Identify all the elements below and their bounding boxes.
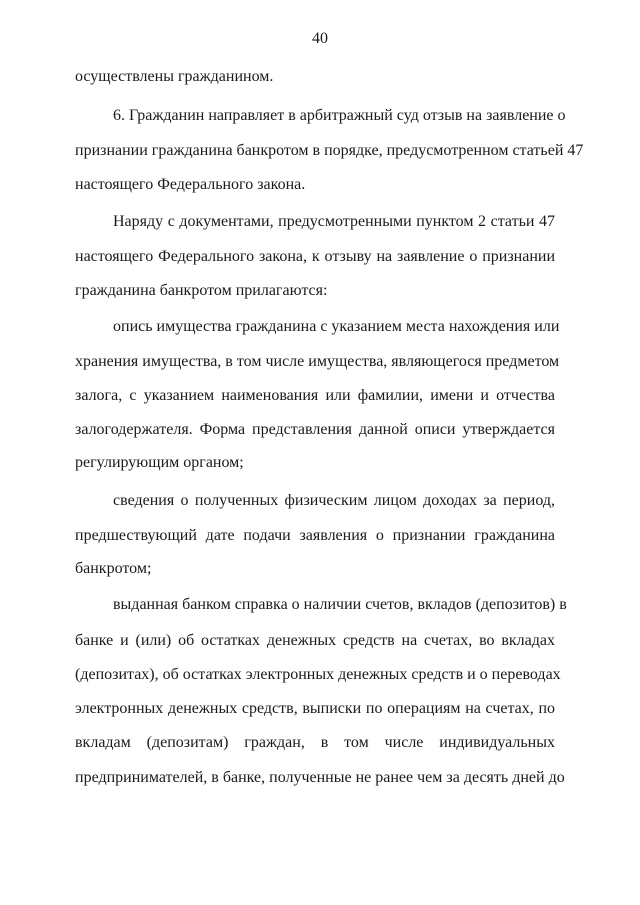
text-line: настоящего Федерального закона, к отзыву на заявление о признании (75, 248, 555, 265)
text-line: банкротом; (75, 560, 152, 577)
text-line: опись имущества гражданина с указанием места нахождения или (113, 318, 560, 335)
text-line: (депозитах), об остатках электронных денежных средств и о переводах (75, 666, 561, 683)
text-line: вкладам (депозитам) граждан, в том числе индивидуальных (75, 734, 555, 751)
text-line: Наряду с документами, предусмотренными пунктом 2 статьи 47 (113, 213, 555, 230)
text-line: выданная банком справка о наличии счетов, вкладов (депозитов) в (113, 596, 567, 613)
text-line: 6. Гражданин направляет в арбитражный суд отзыв на заявление о (113, 107, 566, 124)
text-line: предшествующий дате подачи заявления о признании гражданина (75, 527, 555, 544)
text-line: предпринимателей, в банке, полученные не ранее чем за десять дней до (75, 769, 565, 786)
text-line: сведения о полученных физическим лицом доходах за период, (113, 492, 555, 509)
text-line: хранения имущества, в том числе имущества, являющегося предметом (75, 353, 560, 370)
text-line: банке и (или) об остатках денежных средств на счетах, во вкладах (75, 632, 555, 649)
text-line: залогодержателя. Форма представления данной описи утверждается (75, 421, 555, 438)
text-line: осуществлены гражданином. (75, 68, 274, 85)
text-line: залога, с указанием наименования или фамилии, имени и отчества (75, 387, 555, 404)
text-line: регулирующим органом; (75, 454, 244, 471)
text-line: электронных денежных средств, выписки по операциям на счетах, по (75, 700, 555, 717)
text-line: признании гражданина банкротом в порядке, предусмотренном статьей 47 (75, 142, 584, 159)
text-line: настоящего Федерального закона. (75, 176, 306, 193)
text-line: гражданина банкротом прилагаются: (75, 282, 328, 299)
page-number: 40 (312, 30, 328, 47)
